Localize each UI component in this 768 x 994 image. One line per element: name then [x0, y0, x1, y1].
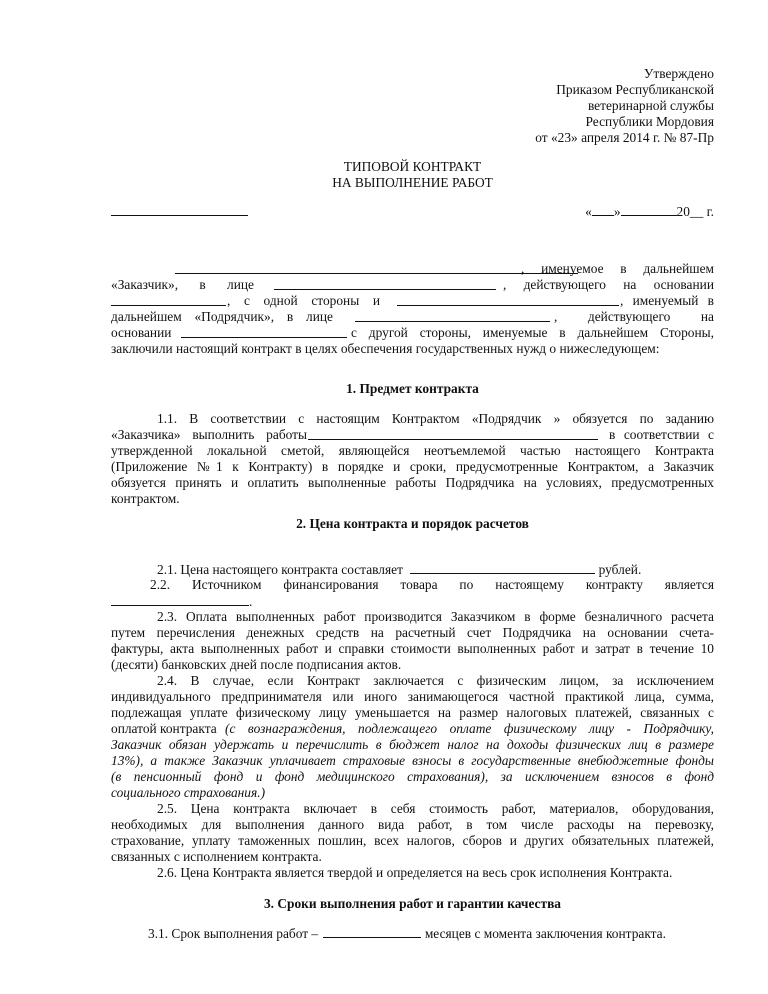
paragraph-line: связанных с исполнением контракта.: [111, 849, 322, 864]
paragraph-line: фактуры, акта выполненных работ и справки стоимости выполненных работ и затрат в течение 10: [111, 641, 714, 656]
preamble-line: основании с другой стороны, именуемые в дальнейшем Стороны,: [111, 325, 714, 340]
paragraph-line: .: [111, 593, 714, 610]
paragraph-line: 2.6. Цена Контракта является твердой и определяется на весь срок исполнения Контракта.: [157, 865, 673, 880]
paragraph-line: социального страхования.): [111, 785, 266, 800]
paragraph-line: (десяти) банковских дней после подписания актов.: [111, 657, 402, 672]
approval-line: Утверждено: [643, 66, 714, 81]
paragraph-line: 2.1. Цена настоящего контракта составляет рублей.: [157, 562, 642, 577]
paragraph-line: (в пенсионный фонд и фонд медицинского страхования), за исключением взносов в фонд: [111, 769, 714, 784]
approval-line: Приказом Республиканской: [556, 82, 714, 97]
paragraph-line: утвержденной локальной сметой, являющейся неотъемлемой частью настоящего Контракта: [111, 443, 714, 458]
paragraph-line: страхование, уплату таможенных пошлин, всех налогов, сборов и других обязательных платежей,: [111, 833, 714, 848]
paragraph-line: путем перечисления денежных средств на расчетный счет Подрядчика на основании счета-: [111, 625, 714, 640]
paragraph-line: подлежащая уплате физическому лицу уменьшается на размер налоговых платежей, связанных с: [111, 705, 714, 720]
paragraph-line: (Приложение №1 к Контракту) в порядке и сроки, предусмотренные Контрактом, а Заказчик: [111, 459, 714, 474]
approval-line: от «23» апреля 2014 г. № 87-Пр: [535, 130, 714, 145]
paragraph-line: 3.1. Срок выполнения работ – месяцев с момента заключения контракта.: [148, 926, 666, 941]
paragraph-line: 2.5. Цена контракта включает в себя стоимость работ, материалов, оборудования,: [157, 801, 714, 816]
paragraph-line: контрактом.: [111, 491, 180, 506]
preamble-line: заключили настоящий контракт в целях обеспечения государственных нужд о нижеследующем:: [111, 341, 660, 356]
paragraph-line: 1.1. В соответствии с настоящим Контрактом «Подрядчик » обязуется по заданию: [157, 411, 714, 426]
preamble-line: , именуемое в дальнейшем: [111, 261, 714, 278]
paragraph-line: 2.3. Оплата выполненных работ производится Заказчиком в форме безналичного расчета: [157, 609, 714, 624]
date-field: « » 20__ г.: [585, 204, 714, 219]
section-heading: 2. Цена контракта и порядок расчетов: [296, 516, 529, 531]
document-page: Утверждено Приказом Республиканской ветеринарной службы Республики Мордовия от «23» апреля 2014 г. № 87-Пр ТИПОВОЙ КОНТРАКТ НА ВЫПОЛНЕНИЕ РАБОТ « » 20__ г. , именуемое в дальнейшем «Заказчик», в лице , действующего на основании , с одной стороны и , именуемый в дальнейшем «Подрядчик», в лице , действующего на основании с другой стороны, именуемые в дальнейшем Стороны, заключили настоящий контракт в целях обеспечения государственных нужд о нижеследующем: 1. Предмет контракта 1.1. В соответствии с настоящим Контрактом «Подрядчик » обязуется по заданию «Заказчика» выполнить работы в соответствии с утвержденной локальной сметой, являющейся неотъемлемой частью настоящего Контракта (Приложение №1 к Контракту) в порядке и сроки, предусмотренные Контрактом, а Заказчик обязуется принять и оплатить выполненные работы Подрядчика на условиях, предусмотренных контрактом. 2. Цена контракта и порядок расчетов 2.1. Цена настоящего контракта составляет рублей. 2.2. Источником финансирования товара по настоящему контракту является . 2.3. Оплата выполненных работ производится Заказчиком в форме безналичного расчета путем перечисления денежных средств на расчетный счет Подрядчика на основании счета- фактуры, акта выполненных работ и справки стоимости выполненных работ и затрат в течение 10 (десяти) банковских дней после подписания актов. 2.4. В случае, если Контракт заключается с физическим лицом, за исключением индивидуального предпринимателя или иного занимающегося частной практикой лица, сумма, подлежащая уплате физическому лицу уменьшается на размер налоговых платежей, связанных с оплатой контракта (с вознаграждения, подлежащего оплате физическому лицу - Подрядчику, Заказчик обязан удержать и перечислить в бюджет налог на доходы физических лиц в размере 13%), а также Заказчик уплачивает страховые взносы в государственные внебюджетные фонды (в пенсионный фонд и фонд медицинского страхования), за исключением взносов в фонд социального страхования.) 2.5. Цена контракта включает в себя стоимость работ, материалов, оборудования, необходимых для выполнения данного вида работ, в том числе расходы на перевозку, страхование, уплату таможенных пошлин, всех налогов, сборов и других обязательных платежей, связанных с исполнением контракта. 2.6. Цена Контракта является твердой и определяется на весь срок исполнения Контракта. 3. Сроки выполнения работ и гарантии качества 3.1. Срок выполнения работ – месяцев с момента заключения контракта.: [111, 66, 714, 941]
paragraph-line: обязуется принять и оплатить выполненные работы Подрядчика на условиях, предусмотренных: [111, 475, 714, 490]
place-blank: [111, 203, 248, 216]
paragraph-line: необходимых для выполнения данного вида работ, в том числе расходы на перевозку,: [111, 817, 714, 832]
paragraph-line: 2.4. В случае, если Контракт заключается с физическим лицом, за исключением: [157, 673, 714, 688]
paragraph-line: Заказчик обязан удержать и перечислить в бюджет налог на доходы физических лиц в размере: [111, 737, 714, 752]
approval-line: ветеринарной службы: [587, 98, 714, 113]
section-heading: 3. Сроки выполнения работ и гарантии качества: [263, 896, 562, 911]
document-subtitle: НА ВЫПОЛНЕНИЕ РАБОТ: [332, 175, 493, 190]
place-date-line: [111, 203, 714, 220]
approval-line: Республики Мордовия: [585, 114, 714, 129]
paragraph-line: 13%), а также Заказчик уплачивает страховые взносы в государственные внебюджетные фонды: [111, 753, 714, 768]
paragraph-line: индивидуального предпринимателя или иного занимающегося частной практикой лица, сумма,: [111, 689, 714, 704]
paragraph-line: 2.2. Источником финансирования товара по настоящему контракту является: [150, 577, 714, 592]
document-title: ТИПОВОЙ КОНТРАКТ: [343, 159, 482, 174]
section-heading: 1. Предмет контракта: [346, 381, 479, 396]
